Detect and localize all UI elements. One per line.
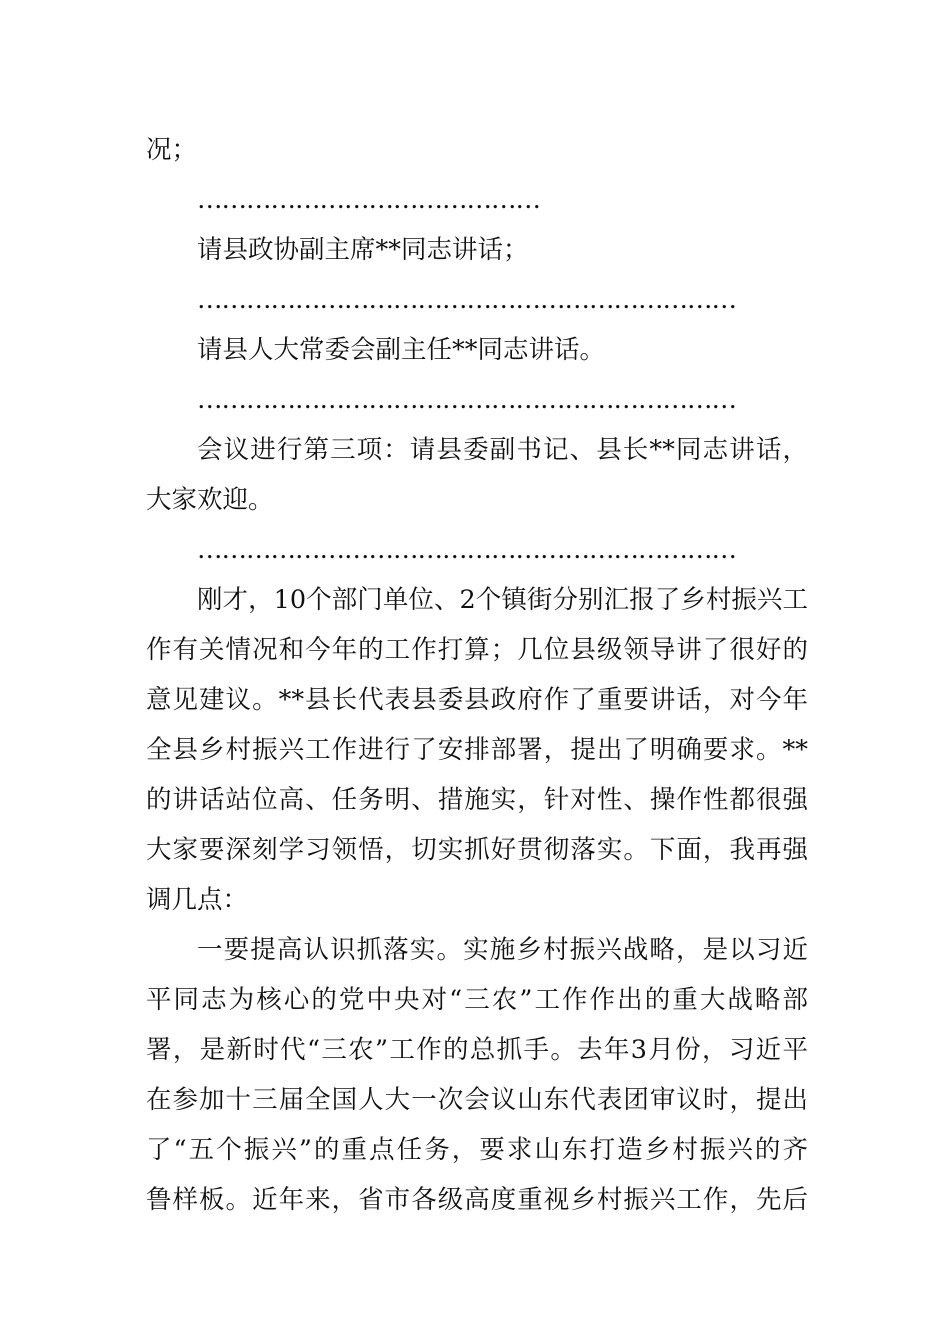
text-line: 请县政协副主席**同志讲话； xyxy=(197,235,529,265)
ellipsis-separator: ………………………………………………………… xyxy=(197,285,736,315)
paragraph-line: 平同志为核心的党中央对“三农”工作作出的重大战略部 xyxy=(146,985,808,1015)
text-line: 大家欢迎。 xyxy=(146,485,274,515)
paragraph-line: 的讲话站位高、任务明、措施实，针对性、操作性都很强 xyxy=(146,785,808,815)
paragraph-line: 一要提高认识抓落实。实施乡村振兴战略，是以习近 xyxy=(197,935,808,965)
paragraph-line: 署，是新时代“三农”工作的总抓手。去年3月份，习近平 xyxy=(146,1035,808,1065)
text-line: 请县人大常委会副主任**同志讲话。 xyxy=(197,335,606,365)
paragraph-line: 在参加十三届全国人大一次会议山东代表团审议时，提出 xyxy=(146,1085,808,1115)
paragraph-line: 了“五个振兴”的重点任务，要求山东打造乡村振兴的齐 xyxy=(146,1135,808,1165)
ellipsis-separator: ………………………………………………………… xyxy=(197,535,736,565)
ellipsis-separator: …………………………………… xyxy=(197,185,540,215)
paragraph-line: 大家要深刻学习领悟，切实抓好贯彻落实。下面，我再强 xyxy=(146,835,808,865)
document-body xyxy=(146,125,808,1225)
text-line: 况； xyxy=(146,135,198,165)
ellipsis-separator: ………………………………………………………… xyxy=(197,385,736,415)
paragraph-line: 全县乡村振兴工作进行了安排部署，提出了明确要求。** xyxy=(146,735,808,765)
paragraph-line: 意见建议。**县长代表县委县政府作了重要讲话，对今年 xyxy=(146,685,808,715)
paragraph-line: 调几点： xyxy=(146,885,249,915)
text-line: 会议进行第三项：请县委副书记、县长**同志讲话， xyxy=(197,435,808,465)
paragraph-line: 刚才，10个部门单位、2个镇街分别汇报了乡村振兴工 xyxy=(197,585,808,615)
paragraph-line: 作有关情况和今年的工作打算；几位县级领导讲了很好的 xyxy=(146,635,808,665)
paragraph-line: 鲁样板。近年来，省市各级高度重视乡村振兴工作，先后 xyxy=(146,1185,808,1215)
